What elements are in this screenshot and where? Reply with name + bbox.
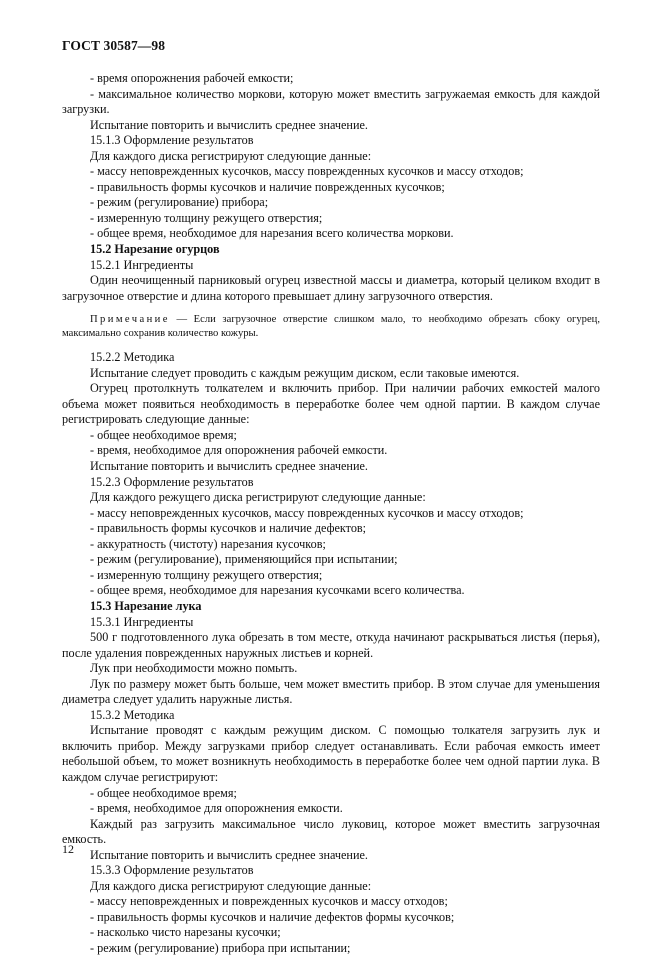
list-item: - массу неповрежденных кусочков, массу поврежденных кусочков и массу отходов; xyxy=(90,505,524,520)
list-item: - массу неповрежденных кусочков, массу поврежденных кусочков и массу отходов; xyxy=(90,164,524,179)
paragraph: 500 г подготовленного лука обрезать в том месте, откуда начинают раскрываться листья (перья), после удаления поврежденных наружных листьев и корней. xyxy=(62,630,600,660)
document-header: ГОСТ 30587—98 xyxy=(62,38,166,53)
list-item: - правильность формы кусочков и наличие поврежденных кусочков; xyxy=(90,179,445,194)
paragraph: Лук по размеру может быть больше, чем может вместить прибор. В этом случае для уменьшения диаметра следует удалить наружные листья. xyxy=(62,676,600,707)
paragraph: Один неочищенный парниковый огурец известной массы и диаметра, который целиком входит в загрузочное отверстие и длина которого превышает длину загрузочного отверстия. xyxy=(62,273,600,303)
paragraph: Испытание повторить и вычислить среднее значение. xyxy=(90,459,368,474)
subsection-heading: 15.2.2 Методика xyxy=(90,350,175,365)
paragraph: Для каждого диска регистрируют следующие данные: xyxy=(90,878,372,893)
subsection-heading: 15.1.3 Оформление результатов xyxy=(90,133,254,148)
list-item: - общее необходимое время; xyxy=(90,427,237,442)
section-heading: 15.2 Нарезание огурцов xyxy=(90,242,220,257)
subsection-heading: 15.2.1 Ингредиенты xyxy=(90,257,194,272)
paragraph: Для каждого режущего диска регистрируют следующие данные: xyxy=(90,490,426,505)
paragraph: Лук при необходимости можно помыть. xyxy=(90,661,298,676)
paragraph: - максимальное количество моркови, которую может вместить загружаемая емкость для каждой загрузки. xyxy=(62,86,600,117)
subsection-heading: 15.2.3 Оформление результатов xyxy=(90,474,254,489)
paragraph: Каждый раз загрузить максимальное число луковиц, которое может вместить загрузочная емкость. xyxy=(62,816,600,847)
subsection-heading: 15.3.3 Оформление результатов xyxy=(90,863,254,878)
subsection-heading: 15.3.2 Методика xyxy=(90,707,175,722)
list-item: - измеренную толщину режущего отверстия; xyxy=(90,567,323,582)
list-item: - режим (регулирование), применяющийся при испытании; xyxy=(90,552,398,567)
list-item: - режим (регулирование) прибора; xyxy=(90,195,269,210)
list-item: - общее время, необходимое для нарезания всего количества моркови. xyxy=(90,226,454,241)
note xyxy=(62,313,600,341)
note-text: — Если загрузочное отверстие слишком мало, то необходимо обрезать сбоку огурец, максимально сохранив количество кожуры. xyxy=(62,314,600,340)
page-number: 12 xyxy=(62,842,74,856)
list-item: - насколько чисто нарезаны кусочки; xyxy=(90,925,281,940)
list-item: - общее необходимое время; xyxy=(90,785,237,800)
list-item: - время, необходимое для опорожнения рабочей емкости. xyxy=(90,443,388,458)
list-item: - аккуратность (чистоту) нарезания кусочков; xyxy=(90,536,326,551)
list-item: - правильность формы кусочков и наличие дефектов формы кусочков; xyxy=(90,909,455,924)
list-item: - время, необходимое для опорожнения емкости. xyxy=(90,801,343,816)
paragraph: Испытание повторить и вычислить среднее значение. xyxy=(90,847,368,862)
paragraph: Испытание следует проводить с каждым режущим диском, если таковые имеются. xyxy=(90,365,520,380)
list-item: - общее время, необходимое для нарезания кусочками всего количества. xyxy=(90,583,465,598)
list-item: - время опорожнения рабочей емкости; xyxy=(90,71,294,85)
list-item: - правильность формы кусочков и наличие дефектов; xyxy=(90,521,367,536)
list-item: - массу неповрежденных и поврежденных кусочков и массу отходов; xyxy=(90,894,448,909)
subsection-heading: 15.3.1 Ингредиенты xyxy=(90,614,194,629)
section-heading: 15.3 Нарезание лука xyxy=(90,598,202,613)
list-item: - измеренную толщину режущего отверстия; xyxy=(90,210,323,225)
paragraph: Испытание повторить и вычислить среднее значение. xyxy=(90,117,368,132)
note-label: Примечание xyxy=(90,314,170,326)
paragraph: Огурец протолкнуть толкателем и включить прибор. При наличии рабочих емкостей малого объема может появиться необходимость в переработке более чем одной партии. В каждом случае регистрировать следующие данные: xyxy=(62,381,600,427)
document-body xyxy=(62,71,600,957)
list-item: - режим (регулирование) прибора при испытании; xyxy=(90,940,351,955)
paragraph: Испытание проводят с каждым режущим диском. С помощью толкателя загрузить лук и включить прибор. Между загрузками прибор следует останавливать. Если рабочая емкость имеет небольшой объем, то может возникнуть необходимость в переработке более чем одной партии лука. В каждом случае регистрируют: xyxy=(62,723,600,784)
paragraph: Для каждого диска регистрируют следующие данные: xyxy=(90,148,372,163)
